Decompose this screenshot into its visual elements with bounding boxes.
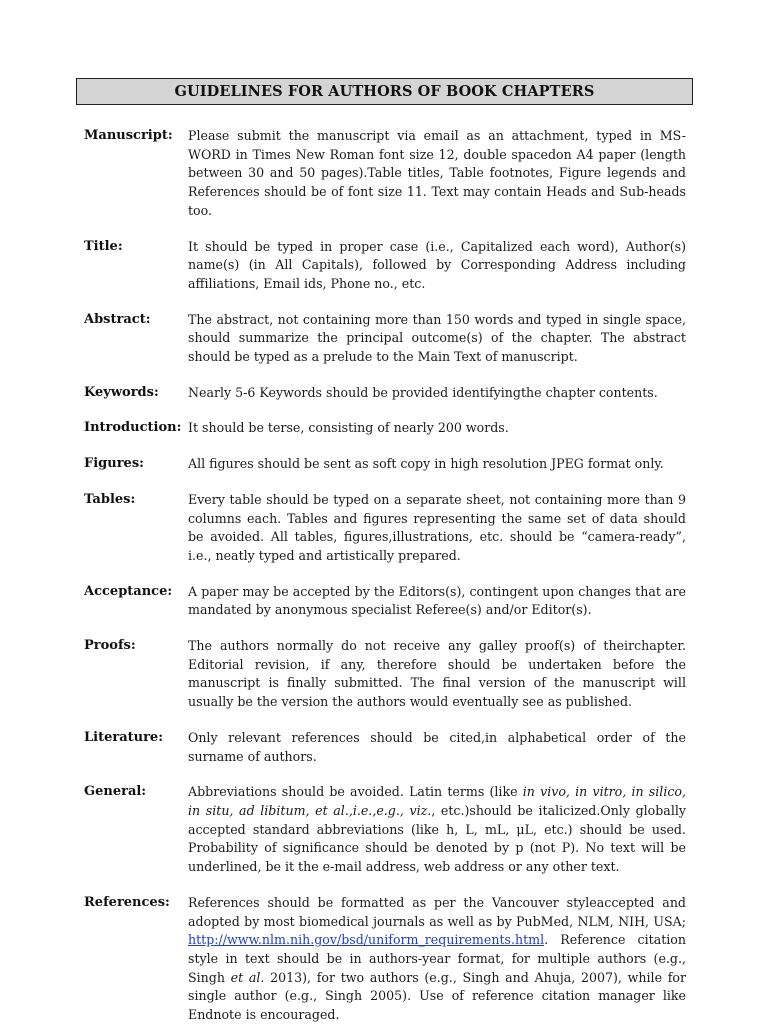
section-label: Manuscript: — [84, 128, 173, 143]
section-label: References: — [84, 894, 170, 910]
section-label: Proofs: — [84, 638, 136, 654]
heading-box — [76, 78, 693, 105]
section-text: The authors normally do not receive any galley proof(s) of theirchapter. Editorial revision, if any, therefore should be undertaken before the manuscript is finally submitted. The final version of the manuscript will usually be the version the authors would eventually see as published. — [188, 638, 686, 710]
section-text: Please submit the manuscript via email as an attachment, typed in MS-WORD in Times New Roman font size 12, double spacedon A4 paper (length between 30 and 50 pages).Table titles, Table footnotes, Figure legends and References should be of font size 11. Text may contain Heads and Sub-heads too. — [188, 128, 686, 218]
section-label: Title: — [84, 238, 123, 254]
section-label: Acceptance: — [84, 583, 173, 599]
section-introduction — [84, 419, 686, 438]
section-tables — [84, 491, 686, 566]
section-title — [84, 238, 686, 294]
section-keywords — [84, 384, 686, 403]
text-run: References should be formatted as per the Vancouver styleaccepted and adopted by most biomedical journals as well as by PubMed, NLM, NIH, USA; — [188, 894, 686, 929]
section-text — [188, 894, 686, 1024]
section-text: Nearly 5-6 Keywords should be provided identifyingthe chapter contents. — [188, 384, 658, 400]
section-general — [84, 783, 686, 877]
uniform-requirements-link[interactable]: http://www.nlm.nih.gov/bsd/uniform_requirements.html — [188, 932, 545, 948]
section-label: Tables: — [84, 491, 136, 507]
section-figures — [84, 455, 686, 474]
section-text: Every table should be typed on a separate sheet, not containing more than 9 columns each. Tables and figures representing the same set of data should be avoided. All tables, figures,illustrations, etc. should be “camera-ready”, i.e., neatly typed and artistically prepared. — [188, 491, 686, 563]
text-run: . 2013), for two authors (e.g., Singh and Ahuja, 2007), while for single author (e.g., Singh 2005). Use of reference citation manager like Endnote is encouraged. — [188, 969, 686, 1023]
section-acceptance — [84, 583, 686, 620]
section-references — [84, 894, 686, 1024]
section-label: Abstract: — [84, 311, 151, 327]
section-label: Figures: — [84, 456, 144, 472]
section-text: A paper may be accepted by the Editors(s), contingent upon changes that are mandated by anonymous specialist Referee(s) and/or Editor(s). — [188, 583, 686, 618]
section-text: The abstract, not containing more than 150 words and typed in single space, should summarize the principal outcome(s) of the chapter. The abstract should be typed as a prelude to the Main Text of manuscript. — [188, 311, 686, 365]
section-proofs — [84, 637, 686, 712]
page-title: GUIDELINES FOR AUTHORS OF BOOK CHAPTERS — [174, 83, 595, 100]
section-label: Literature: — [84, 729, 164, 745]
section-text: It should be terse, consisting of nearly 200 words. — [188, 420, 509, 436]
text-run: Abbreviations should be avoided. Latin terms (like — [188, 784, 523, 800]
section-literature — [84, 729, 686, 766]
section-label: General: — [84, 784, 147, 800]
section-text: It should be typed in proper case (i.e., Capitalized each word), Author(s) name(s) (in All Capitals), followed by Corresponding Address including affiliations, Email ids, Phone no., etc. — [188, 238, 686, 291]
section-abstract — [84, 311, 686, 367]
italic-latin-terms: in vivo, in vitro, in silico, in situ, ad libitum, et al.,i.e.,e.g., viz. — [188, 784, 686, 818]
italic-et-al: et al — [230, 969, 261, 985]
text-run: , etc.)should be italicized.Only globally accepted standard abbreviations (like h, L, mL, μL, etc.) should be used. Probability of significance should be denoted by p (not P). No text will be underlined, be it the e-mail address, web address or any other text. — [188, 802, 686, 875]
section-label: Introduction: — [84, 420, 182, 436]
section-text: All figures should be sent as soft copy in high resolution JPEG format only. — [188, 456, 664, 472]
section-label: Keywords: — [84, 384, 159, 400]
section-text — [188, 783, 686, 877]
section-manuscript — [84, 127, 686, 221]
guidelines-list — [84, 127, 686, 1024]
text-run: . Reference citation style in text should be in authors-year format, for multiple authors (e.g., Singh — [188, 932, 686, 985]
section-text: Only relevant references should be cited,in alphabetical order of the surname of authors. — [188, 729, 686, 764]
